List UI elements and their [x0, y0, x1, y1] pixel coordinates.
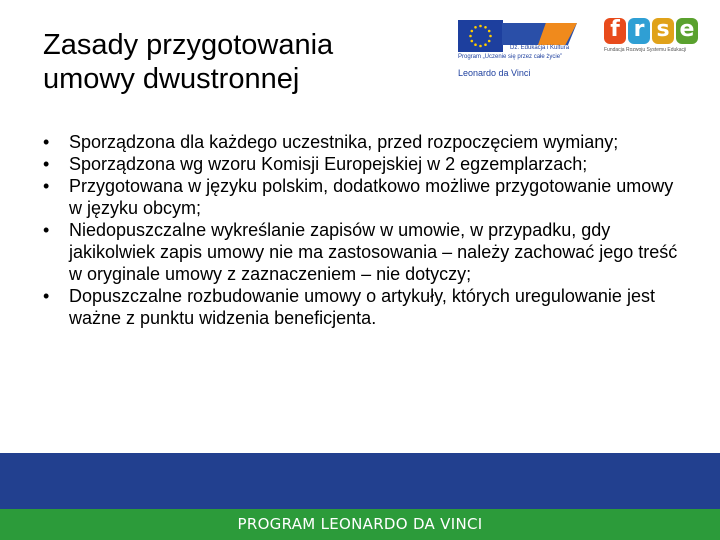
frse-letter: r — [628, 18, 650, 44]
eu-leonardo-logo — [458, 20, 578, 82]
bullet-marker: • — [43, 176, 50, 196]
bullet-marker: • — [43, 154, 50, 174]
frse-letter: e — [676, 18, 698, 44]
leonardo-swoosh-icon — [502, 23, 577, 45]
eu-logo-text-1: Dz. Edukacja i Kultura — [510, 45, 570, 51]
frse-letter: s — [652, 18, 674, 44]
frse-subtitle: Fundacja Rozwoju Systemu Edukacji — [604, 47, 687, 53]
bullet-text: Niedopuszczalne wykreślanie zapisów w umowie, w przypadku, gdy jakikolwiek zapis umowy nie ma zastosowania – należy zachować jego treść w oryginale umowy z zaznaczeniem – nie dotyczy; — [69, 220, 678, 284]
footer-program-label: PROGRAM LEONARDO DA VINCI — [237, 515, 483, 533]
eu-logo-text-2: Program „Uczenie się przez całe życie” — [458, 54, 563, 60]
bullet-text: Sporządzona wg wzoru Komisji Europejskiej w 2 egzemplarzach; — [69, 154, 588, 174]
bullet-item — [43, 219, 683, 285]
bullet-marker: • — [43, 132, 50, 152]
bullet-item — [43, 153, 683, 175]
eu-logo-text-3: Leonardo da Vinci — [458, 68, 531, 78]
footer-band-blue — [0, 453, 720, 509]
bullet-text: Przygotowana w języku polskim, dodatkowo możliwe przygotowanie umowy w języku obcym; — [69, 176, 674, 218]
bullet-marker: • — [43, 286, 50, 306]
bullet-item — [43, 131, 683, 153]
bullet-marker: • — [43, 220, 50, 240]
title-line-1: Zasady przygotowania — [43, 29, 334, 61]
frse-logo — [604, 18, 704, 60]
bullet-item — [43, 175, 683, 219]
bullet-list — [43, 131, 683, 329]
page-title — [43, 28, 403, 96]
bullet-item — [43, 285, 683, 329]
frse-letters — [604, 18, 704, 44]
bullet-text: Sporządzona dla każdego uczestnika, przed rozpoczęciem wymiany; — [69, 132, 619, 152]
frse-letter: f — [604, 18, 626, 44]
bullet-text: Dopuszczalne rozbudowanie umowy o artykuły, których uregulowanie jest ważne z punktu widzenia beneficjenta. — [69, 286, 655, 328]
eu-flag-icon — [458, 20, 503, 52]
title-line-2: umowy dwustronnej — [43, 63, 300, 95]
